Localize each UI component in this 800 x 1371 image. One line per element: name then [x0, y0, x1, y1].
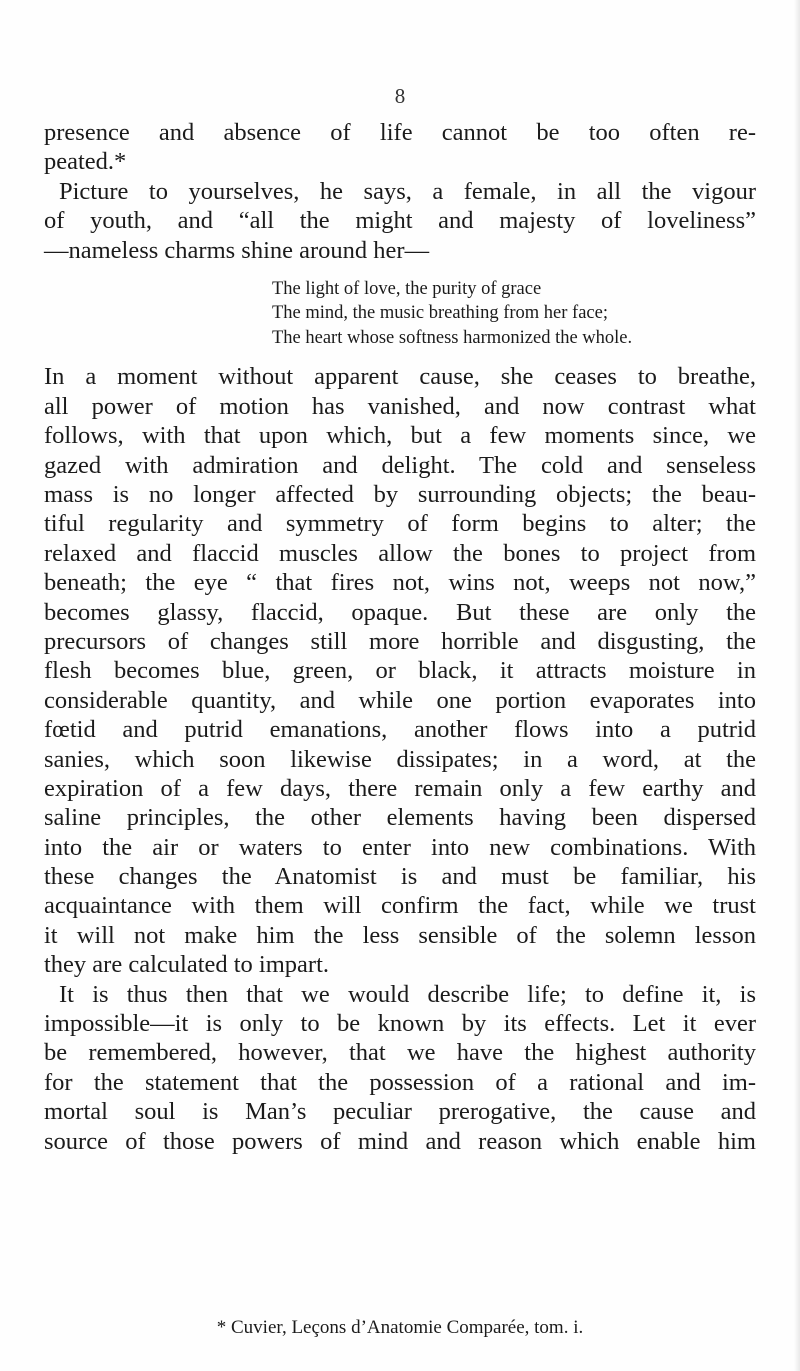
verse-line: The light of love, the purity of grace: [272, 278, 542, 299]
text-line: of youth, and “all the might and majesty of loveliness”: [44, 207, 756, 235]
text-line: Picture to yourselves, he says, a female, in all the vigour: [59, 177, 756, 205]
verse-line: The heart whose softness harmonized the whole.: [272, 327, 633, 348]
text-line: these changes the Anatomist is and must be familiar, his: [44, 863, 756, 891]
text-line: beneath; the eye “ that fires not, wins not, weeps not now,”: [44, 569, 756, 597]
text-line: be remembered, however, that we have the highest authority: [44, 1039, 756, 1067]
text-line: into the air or waters to enter into new combinations. With: [44, 833, 756, 861]
text-line: precursors of changes still more horrible and disgusting, the: [44, 627, 756, 655]
text-line: tiful regularity and symmetry of form begins to alter; the: [44, 510, 756, 538]
body-text: [44, 118, 756, 1156]
text-line: fœtid and putrid emanations, another flows into a putrid: [44, 716, 756, 744]
text-line: becomes glassy, flaccid, opaque. But these are only the: [44, 598, 756, 626]
text-line: source of those powers of mind and reason which enable him: [44, 1127, 756, 1155]
text-line: expiration of a few days, there remain only a few earthy and: [44, 774, 756, 802]
text-line: mass is no longer affected by surrounding objects; the beau-: [44, 481, 756, 509]
text-line: it will not make him the less sensible of the solemn lesson: [44, 921, 756, 949]
text-line: all power of motion has vanished, and now contrast what: [44, 392, 756, 420]
paragraph-decay: [44, 362, 756, 979]
text-line: they are calculated to impart.: [44, 951, 330, 979]
text-line: presence and absence of life cannot be too often re-: [44, 119, 756, 146]
text-line: considerable quantity, and while one portion evaporates into: [44, 686, 756, 714]
text-line: —nameless charms shine around her—: [44, 236, 430, 264]
text-line: peated.*: [44, 148, 127, 176]
text-line: for the statement that the possession of a rational and im-: [44, 1068, 756, 1096]
text-line: impossible—it is only to be known by its effects. Let it ever: [44, 1010, 756, 1038]
page-number: 8: [394, 84, 406, 108]
text-line: gazed with admiration and delight. The cold and senseless: [44, 451, 756, 479]
text-line: In a moment without apparent cause, she ceases to breathe,: [44, 363, 756, 391]
verse-line: The mind, the music breathing from her face;: [272, 303, 608, 324]
text-line: mortal soul is Man’s peculiar prerogative, the cause and: [44, 1098, 756, 1126]
verse-quotation: [44, 277, 756, 351]
paragraph-picture: [44, 177, 756, 265]
text-line: sanies, which soon likewise dissipates; in a word, at the: [44, 745, 756, 773]
text-line: saline principles, the other elements having been dispersed: [44, 804, 756, 832]
paragraph-life: [44, 980, 756, 1156]
page-edge-shadow: [794, 0, 800, 1371]
text-line: It is thus then that we would describe life; to define it, is: [59, 980, 756, 1008]
footnote: * Cuvier, Leçons d’Anatomie Comparée, tom. i.: [216, 1317, 584, 1338]
text-line: flesh becomes blue, green, or black, it attracts moisture in: [44, 657, 756, 685]
text-line: acquaintance with them will confirm the fact, while we trust: [44, 892, 756, 920]
text-line: relaxed and flaccid muscles allow the bones to project from: [44, 539, 756, 567]
paragraph-continuation: [44, 118, 756, 177]
text-line: follows, with that upon which, but a few moments since, we: [44, 422, 756, 450]
